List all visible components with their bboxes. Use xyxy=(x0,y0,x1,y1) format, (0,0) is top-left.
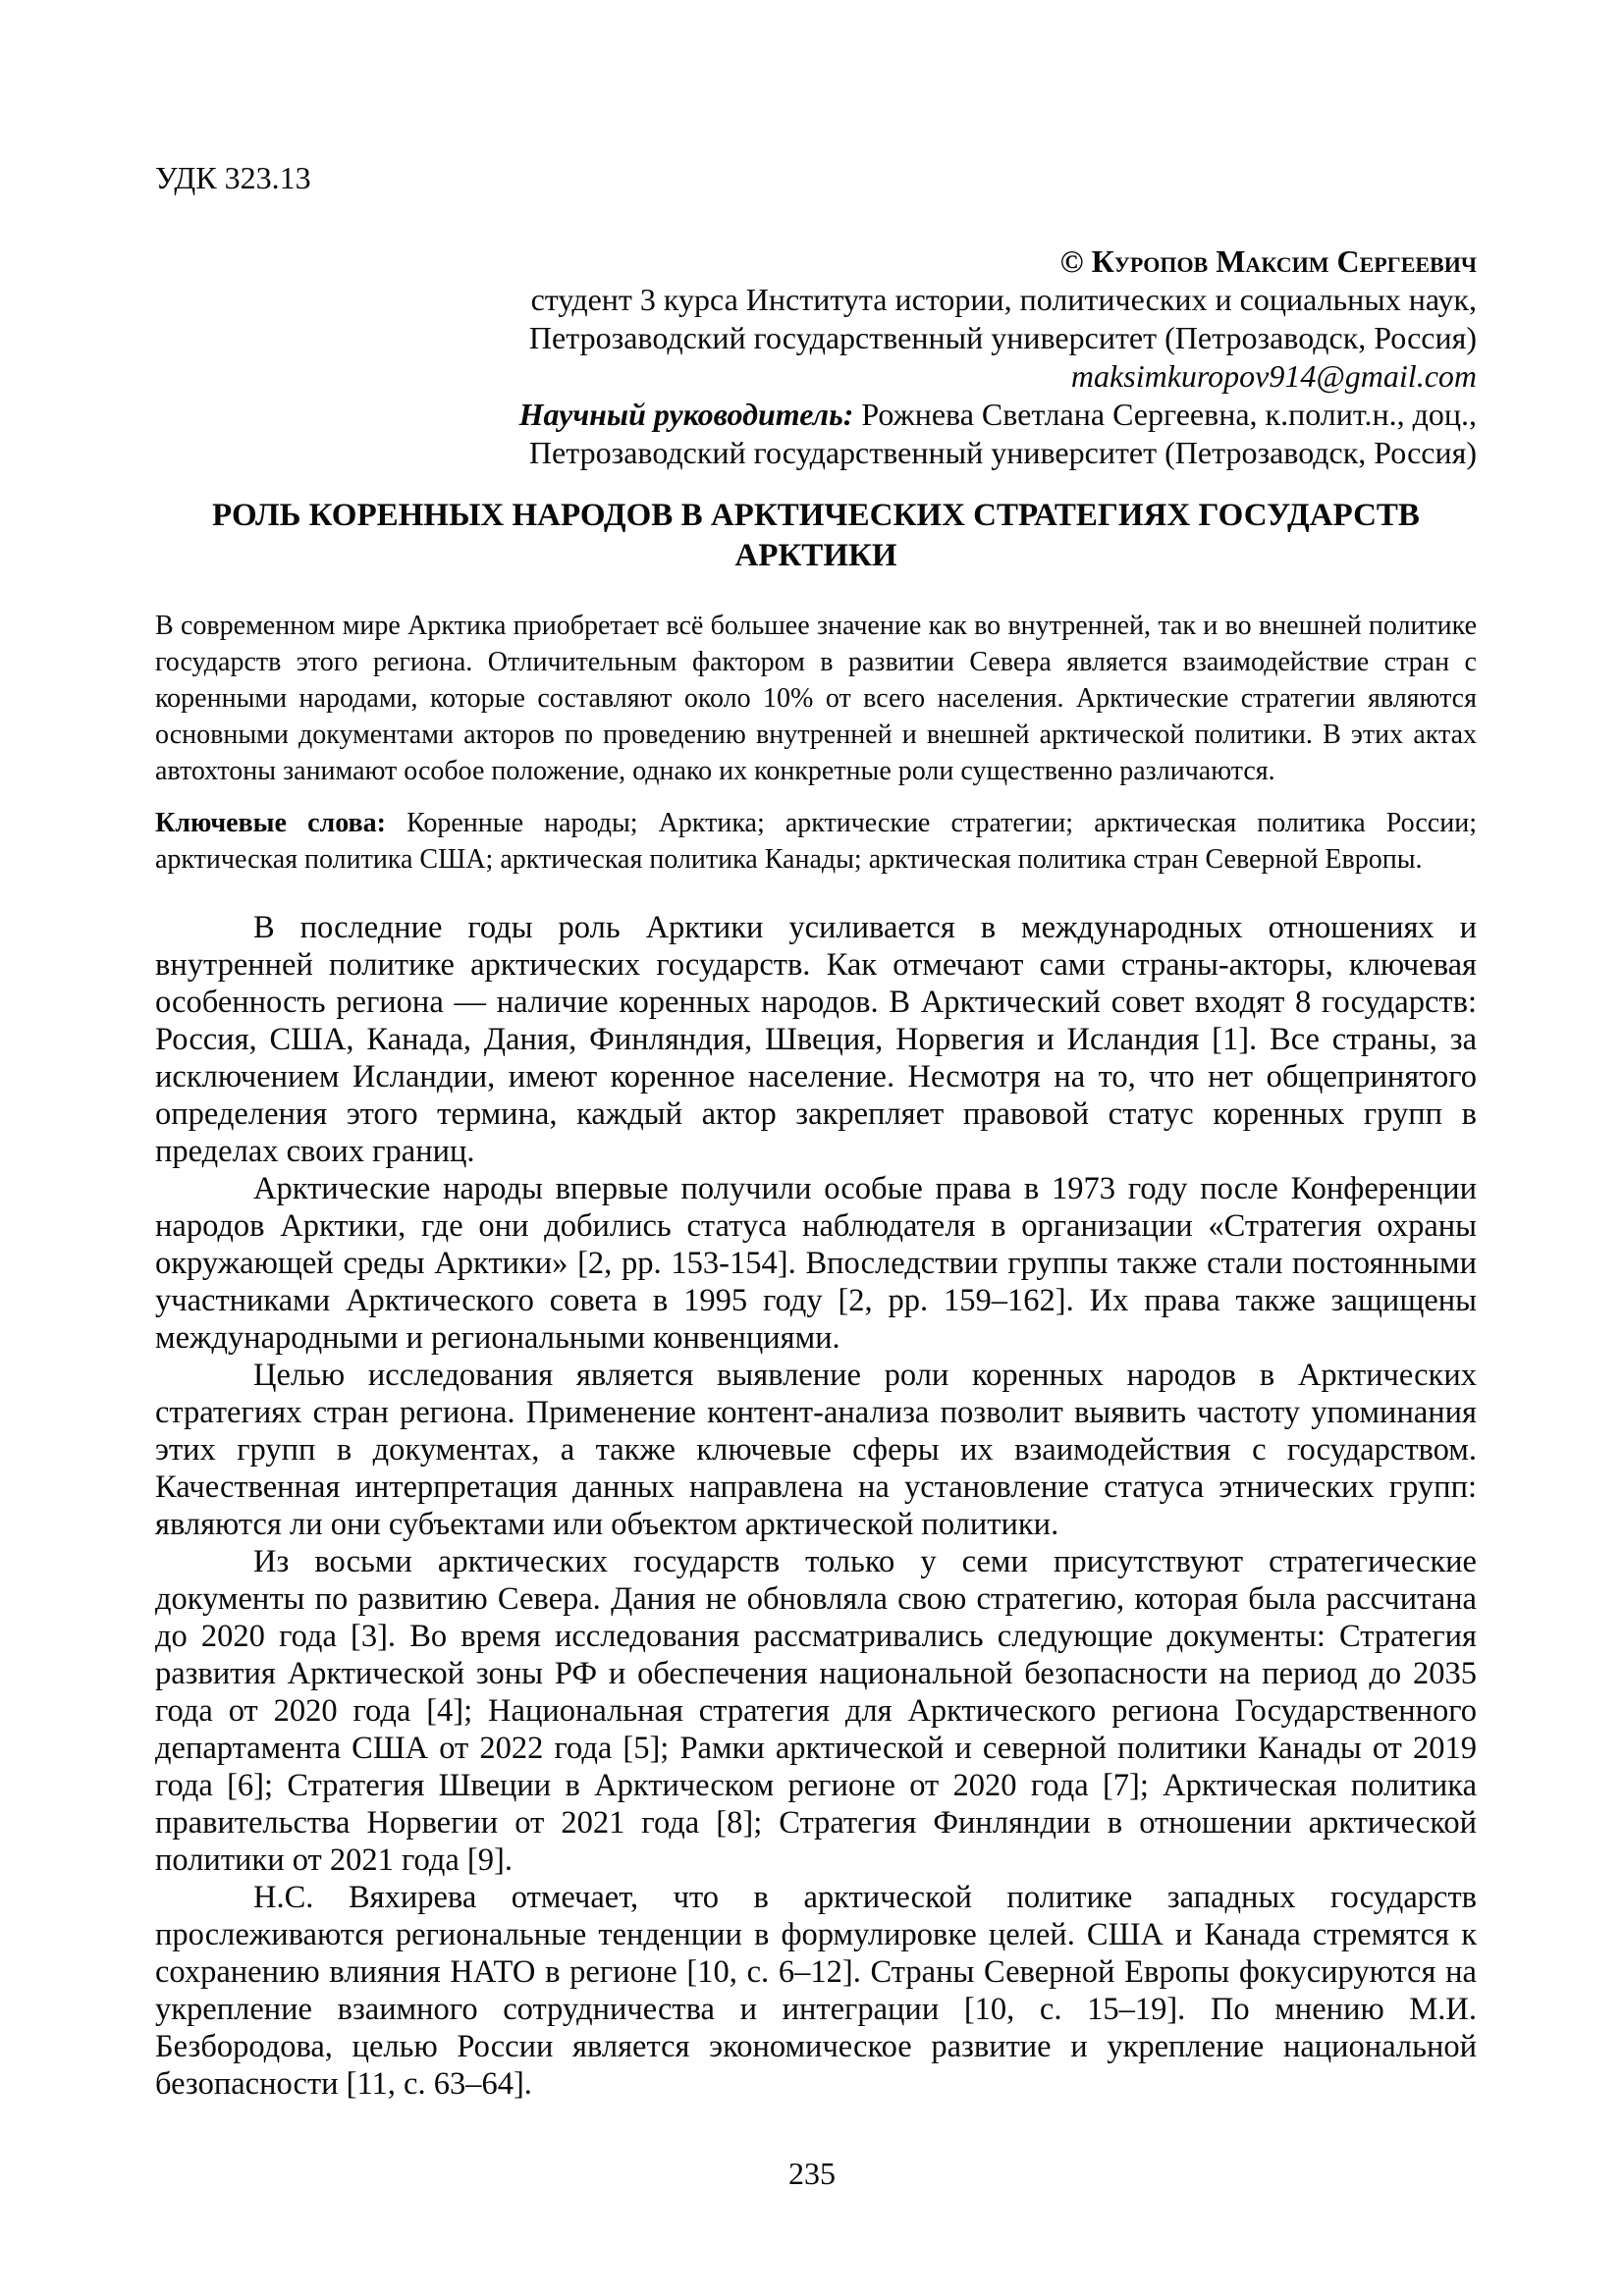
advisor-affiliation: Петрозаводский государственный университет (Петрозаводск, Россия) xyxy=(528,435,1477,470)
author-block xyxy=(155,242,1477,472)
article-title: РОЛЬ КОРЕННЫХ НАРОДОВ В АРКТИЧЕСКИХ СТРАТЕГИЯХ ГОСУДАРСТВ АРКТИКИ xyxy=(212,498,1420,573)
article-body xyxy=(155,909,1477,2103)
author-affiliation: Петрозаводский государственный университет (Петрозаводск, Россия) xyxy=(528,320,1477,355)
body-paragraph-5: Н.С. Вяхирева отмечает, что в арктической политике западных государств прослеживаются региональные тенденции в формулировке целей. США и Канада стремятся к сохранению влияния НАТО в регионе [10, с. 6–12]. Страны Северной Европы фокусируются на укрепление взаимного сотрудничества и интеграции [10, с. 15–19]. По мнению М.И. Безбородова, целью России является экономическое развитие и укрепление национальной безопасности [11, с. 63–64]. xyxy=(155,1880,1477,2102)
abstract-text: В современном мире Арктика приобретает всё большее значение как во внутренней, так и во внешней политике государств этого региона. Отличительным фактором в развитии Севера является взаимодействие стран с коренными народами, которые составляют около 10% от всего населения. Арктические стратегии являются основными документами акторов по проведению внутренней и внешней арктической политики. В этих актах автохтоны занимают особое положение, однако их конкретные роли существенно различаются. xyxy=(155,611,1477,786)
page-number: 235 xyxy=(788,2156,836,2191)
body-paragraph-4: Из восьми арктических государств только у семи присутствуют стратегические документы по развитию Севера. Дания не обновляла свою стратегию, которая была рассчитана до 2020 года [3]. Во время исследования рассматривались следующие документы: Стратегия развития Арктической зоны РФ и обеспечения национальной безопасности на период до 2035 года от 2020 года [4]; Национальная стратегия для Арктического региона Государственного департамента США от 2022 года [5]; Рамки арктической и северной политики Канады от 2019 года [6]; Стратегия Швеции в Арктическом регионе от 2020 года [7]; Арктическая политика правительства Норвегии от 2021 года [8]; Стратегия Финляндии в отношении арктической политики от 2021 года [9]. xyxy=(155,1544,1477,1878)
body-paragraph-3: Целью исследования является выявление роли коренных народов в Арктических стратегиях стран региона. Применение контент-анализа позволит выявить частоту упоминания этих групп в документах, а также ключевые сферы их взаимодействия с государством. Качественная интерпретация данных направлена на установление статуса этнических групп: являются ли они субъектами или объектом арктической политики. xyxy=(155,1358,1477,1542)
body-paragraph-2: Арктические народы впервые получили особые права в 1973 году после Конференции народов Арктики, где они добились статуса наблюдателя в организации «Стратегия охраны окружающей среды Арктики» [2, pp. 153-154]. Впоследствии группы также стали постоянными участниками Арктического совета в 1995 году [2, pp. 159–162]. Их права также защищены международными и региональными конвенциями. xyxy=(155,1171,1477,1356)
keywords-line xyxy=(155,805,1477,878)
author-name: © Куропов Максим Сергеевич xyxy=(1059,243,1477,279)
udc-code: УДК 323.13 xyxy=(155,160,311,195)
advisor-name: Рожнева Светлана Сергеевна, к.полит.н., доц., xyxy=(853,397,1477,432)
author-email: maksimkuropov914@gmail.com xyxy=(1070,358,1477,394)
body-paragraph-1: В последние годы роль Арктики усиливается в международных отношениях и внутренней политике арктических государств. Как отмечают сами страны-акторы, ключевая особенность региона — наличие коренных народов. В Арктический совет входят 8 государств: Россия, США, Канада, Дания, Финляндия, Швеция, Норвегия и Исландия [1]. Все страны, за исключением Исландии, имеют коренное население. Несмотря на то, что нет общепринятого определения этого термина, каждый актор закрепляет правовой статус коренных групп в пределах своих границ. xyxy=(155,910,1477,1169)
advisor-line xyxy=(155,396,1477,434)
author-role: студент 3 курса Института истории, политических и социальных наук, xyxy=(530,282,1477,317)
advisor-label: Научный руководитель: xyxy=(518,397,854,432)
keywords-label: Ключевые слова: xyxy=(155,808,386,838)
keywords-text: Коренные народы; Арктика; арктические стратегии; арктическая политика России; арктическая политика США; арктическая политика Канады; арктическая политика стран Северной Европы. xyxy=(155,808,1477,875)
